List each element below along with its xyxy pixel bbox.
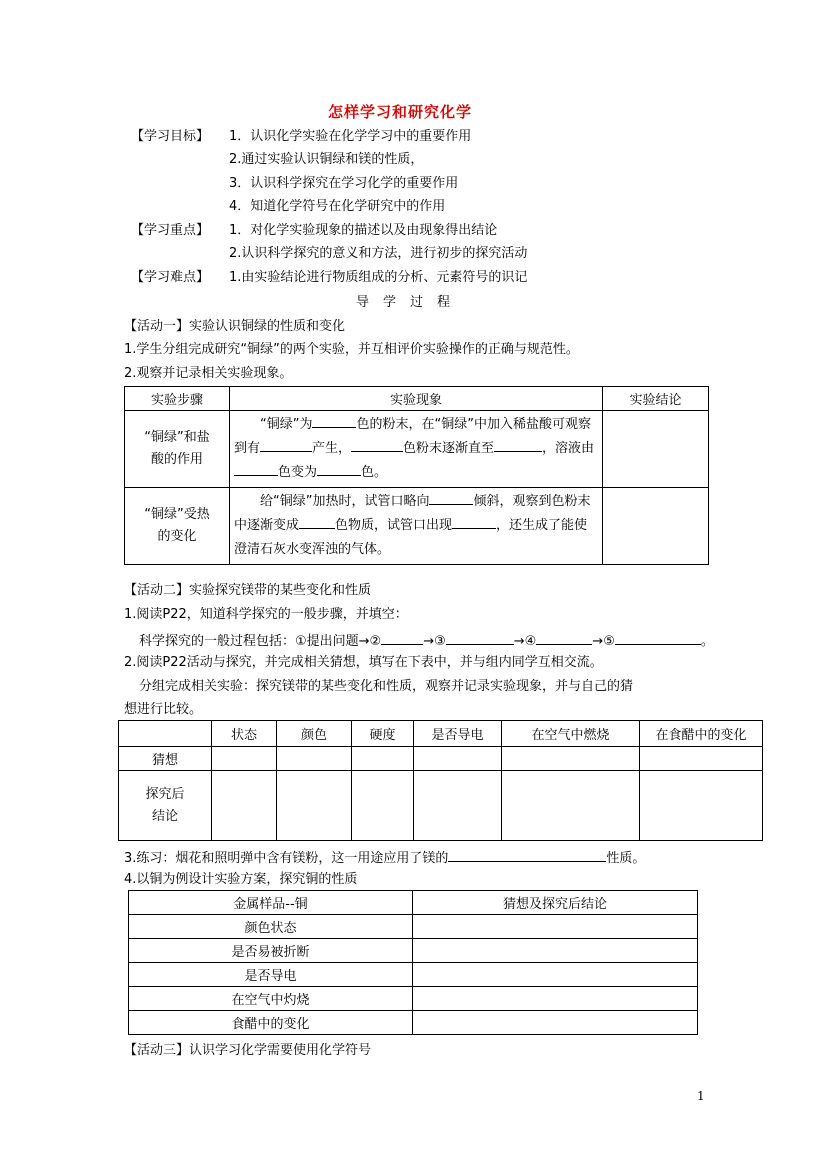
magnesium-table bbox=[118, 720, 763, 841]
copper-table bbox=[128, 890, 698, 1035]
exercise-line: 3.练习：烟花和照明弹中含有镁粉，这一用途应用了镁的 性质。 bbox=[124, 847, 645, 868]
fill-blank[interactable] bbox=[446, 630, 514, 645]
table-cell[interactable] bbox=[277, 747, 352, 771]
experiment-step: “铜绿”和盐 酸的作用 bbox=[125, 411, 230, 488]
table-header: 金属样品--铜 bbox=[129, 891, 413, 915]
table-cell[interactable] bbox=[352, 771, 414, 841]
experiment-conclusion[interactable] bbox=[603, 411, 709, 488]
table-header: 实验步骤 bbox=[125, 387, 230, 411]
table-row bbox=[129, 915, 698, 939]
table-cell[interactable] bbox=[502, 747, 640, 771]
table-cell[interactable] bbox=[413, 987, 698, 1011]
table-cell[interactable] bbox=[640, 771, 763, 841]
guide-title: 导学过程 bbox=[356, 295, 465, 310]
fill-blank[interactable] bbox=[452, 514, 496, 529]
table-row bbox=[129, 939, 698, 963]
objectives-label: 【学习目标】 bbox=[131, 129, 210, 144]
table-row bbox=[119, 747, 763, 771]
table-cell[interactable] bbox=[277, 771, 352, 841]
table-header: 硬度 bbox=[352, 721, 414, 747]
table-cell[interactable] bbox=[413, 963, 698, 987]
experiment-step: “铜绿”受热 的变化 bbox=[125, 488, 230, 565]
fill-blank[interactable] bbox=[615, 630, 701, 645]
table-cell[interactable] bbox=[212, 747, 277, 771]
table-cell[interactable] bbox=[413, 1011, 698, 1035]
table-header: 状态 bbox=[212, 721, 277, 747]
activity2-paragraph: 1.阅读P22，知道科学探究的一般步骤，并填空： bbox=[124, 607, 408, 622]
page-title: 怎样学习和研究化学 bbox=[328, 103, 473, 121]
fill-blank[interactable] bbox=[260, 437, 312, 452]
table-row bbox=[129, 963, 698, 987]
difficulty-item: 1.由实验结论进行物质组成的分析、元素符号的识记 bbox=[229, 270, 528, 285]
fill-blank[interactable] bbox=[429, 490, 473, 505]
activity3-heading: 【活动三】认识学习化学需要使用化学符号 bbox=[124, 1043, 372, 1058]
key-point-item: 1．对化学实验现象的描述以及由现象得出结论 bbox=[229, 223, 498, 238]
row-label: 是否易被折断 bbox=[129, 939, 413, 963]
table-cell[interactable] bbox=[413, 939, 698, 963]
row-label: 是否导电 bbox=[129, 963, 413, 987]
table-header: 是否导电 bbox=[414, 721, 502, 747]
table-header: 在空气中燃烧 bbox=[502, 721, 640, 747]
table-cell[interactable] bbox=[352, 747, 414, 771]
fill-blank[interactable] bbox=[351, 437, 403, 452]
experiment-observation: 给“铜绿”加热时，试管口略向 倾斜，观察到色粉末中逐渐变成 色物质，试管口出现 ，还生成了能使澄清石灰水变浑浊的气体。 bbox=[230, 488, 603, 565]
experiment-conclusion[interactable] bbox=[603, 488, 709, 565]
fill-blank[interactable] bbox=[317, 461, 361, 476]
objective-item: 1．认识化学实验在化学学习中的重要作用 bbox=[229, 129, 472, 144]
activity2-paragraph: 4.以铜为例设计实验方案，探究铜的性质 bbox=[124, 872, 358, 887]
table-header: 在食醋中的变化 bbox=[640, 721, 763, 747]
activity2-paragraph: 分组完成相关实验：探究镁带的某些变化和性质，观察并记录实验现象，并与自己的猜 bbox=[139, 679, 634, 694]
fill-blank[interactable] bbox=[234, 461, 278, 476]
table-cell[interactable] bbox=[640, 747, 763, 771]
objective-item: 3．认识科学探究在学习化学的重要作用 bbox=[229, 176, 459, 191]
table-header: 实验结论 bbox=[603, 387, 709, 411]
activity2-paragraph: 想进行比较。 bbox=[124, 702, 203, 717]
key-point-item: 2.认识科学探究的意义和方法，进行初步的探究活动 bbox=[229, 246, 528, 261]
table-cell[interactable] bbox=[414, 771, 502, 841]
table-cell[interactable] bbox=[414, 747, 502, 771]
page-number: 1 bbox=[697, 1089, 705, 1103]
activity1-paragraph: 1.学生分组完成研究“铜绿”的两个实验，并互相评价实验操作的正确与规范性。 bbox=[124, 342, 579, 357]
table-header bbox=[119, 721, 212, 747]
table-row bbox=[119, 771, 763, 841]
fill-blank[interactable] bbox=[536, 630, 592, 645]
table-row bbox=[125, 488, 709, 565]
objective-item: 4．知道化学符号在化学研究中的作用 bbox=[229, 199, 446, 214]
activity1-heading: 【活动一】实验认识铜绿的性质和变化 bbox=[124, 319, 346, 334]
table-header: 实验现象 bbox=[230, 387, 603, 411]
fill-blank[interactable] bbox=[494, 437, 542, 452]
activity2-paragraph: 2.阅读P22活动与探究，并完成相关猜想，填写在下表中，并与组内同学互相交流。 bbox=[124, 655, 603, 670]
difficulties-label: 【学习难点】 bbox=[131, 270, 210, 285]
row-label: 猜想 bbox=[119, 747, 212, 771]
table-header: 颜色 bbox=[277, 721, 352, 747]
experiment-observation: “铜绿”为 色的粉末，在“铜绿”中加入稀盐酸可观察到有 产生， 色粉末逐渐直至 ，溶液由色变为 色。 bbox=[230, 411, 603, 488]
key-points-label: 【学习重点】 bbox=[131, 223, 210, 238]
table-cell[interactable] bbox=[502, 771, 640, 841]
table-cell[interactable] bbox=[413, 915, 698, 939]
row-label: 颜色状态 bbox=[129, 915, 413, 939]
fill-blank[interactable] bbox=[448, 847, 606, 862]
table-cell[interactable] bbox=[212, 771, 277, 841]
copper-green-table bbox=[124, 386, 709, 565]
table-row bbox=[125, 411, 709, 488]
row-label: 探究后 结论 bbox=[119, 771, 212, 841]
fill-blank[interactable] bbox=[299, 514, 335, 529]
activity2-heading: 【活动二】实验探究镁带的某些变化和性质 bbox=[124, 583, 372, 598]
objective-item: 2.通过实验认识铜绿和镁的性质， bbox=[229, 152, 424, 167]
table-row bbox=[129, 987, 698, 1011]
inquiry-steps: 科学探究的一般过程包括：①提出问题→② →③ →④ →⑤ 。 bbox=[139, 630, 714, 651]
table-row bbox=[129, 1011, 698, 1035]
row-label: 在空气中灼烧 bbox=[129, 987, 413, 1011]
fill-blank[interactable] bbox=[381, 630, 423, 645]
fill-blank[interactable] bbox=[312, 413, 356, 428]
table-header: 猜想及探究后结论 bbox=[413, 891, 698, 915]
activity1-paragraph: 2.观察并记录相关实验现象。 bbox=[124, 366, 293, 381]
row-label: 食醋中的变化 bbox=[129, 1011, 413, 1035]
